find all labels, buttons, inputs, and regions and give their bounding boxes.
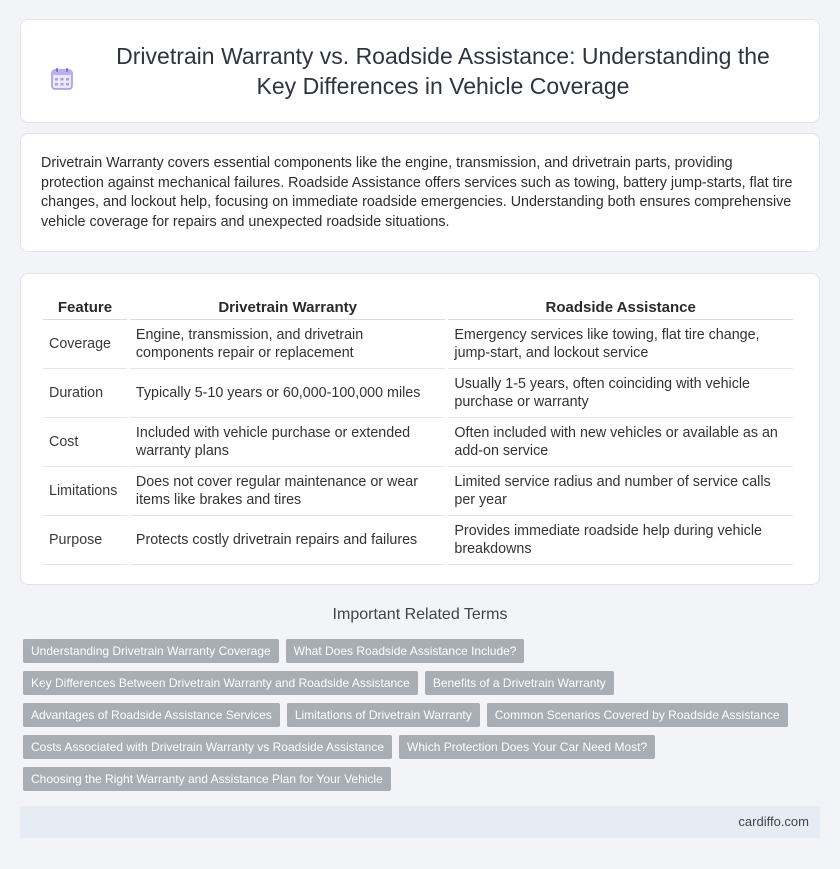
related-term-tag[interactable]: What Does Roadside Assistance Include?	[286, 639, 525, 663]
related-term-tag[interactable]: Which Protection Does Your Car Need Most?	[399, 735, 655, 759]
table-row	[43, 418, 793, 467]
row-drivetrain-value: Protects costly drivetrain repairs and failures	[130, 516, 445, 565]
row-drivetrain-value: Included with vehicle purchase or extended warranty plans	[130, 418, 445, 467]
comparison-card	[20, 273, 820, 585]
row-drivetrain-value: Engine, transmission, and drivetrain components repair or replacement	[130, 320, 445, 369]
calendar-icon	[50, 67, 74, 91]
row-feature: Duration	[43, 369, 127, 418]
tag-row	[23, 703, 813, 727]
row-roadside-value: Emergency services like towing, flat tire change, jump-start, and lockout service	[448, 320, 793, 369]
page-title: Drivetrain Warranty vs. Roadside Assistance: Understanding the Key Differences in Vehicle Coverage	[116, 43, 770, 99]
related-term-tag[interactable]: Choosing the Right Warranty and Assistance Plan for Your Vehicle	[23, 767, 391, 791]
row-drivetrain-value: Typically 5-10 years or 60,000-100,000 miles	[130, 369, 445, 418]
tag-row	[23, 767, 813, 791]
related-term-tag[interactable]: Benefits of a Drivetrain Warranty	[425, 671, 614, 695]
footer	[20, 806, 820, 838]
row-feature: Limitations	[43, 467, 127, 516]
row-drivetrain-value: Does not cover regular maintenance or wear items like brakes and tires	[130, 467, 445, 516]
footer-site-name: cardiffo.com	[738, 814, 809, 829]
related-term-tag[interactable]: Advantages of Roadside Assistance Services	[23, 703, 280, 727]
row-roadside-value: Usually 1-5 years, often coinciding with vehicle purchase or warranty	[448, 369, 793, 418]
related-term-tag[interactable]: Costs Associated with Drivetrain Warranty vs Roadside Assistance	[23, 735, 392, 759]
related-term-tag[interactable]: Limitations of Drivetrain Warranty	[287, 703, 480, 727]
header-drivetrain-warranty: Drivetrain Warranty	[130, 294, 445, 320]
table-row	[43, 320, 793, 369]
intro-paragraph: Drivetrain Warranty covers essential components like the engine, transmission, and drivetrain parts, providing protection against mechanical failures. Roadside Assistance offers services such as towing, battery jump-starts, flat tire changes, and lockout help, focusing on immediate roadside emergencies. Understanding both ensures comprehensive vehicle coverage for repairs and unexpected roadside situations.	[41, 155, 793, 230]
row-roadside-value: Provides immediate roadside help during vehicle breakdowns	[448, 516, 793, 565]
related-term-tag[interactable]: Common Scenarios Covered by Roadside Assistance	[487, 703, 788, 727]
table-row	[43, 467, 793, 516]
tag-row	[23, 639, 813, 663]
header-roadside-assistance: Roadside Assistance	[448, 294, 793, 320]
row-roadside-value: Often included with new vehicles or available as an add-on service	[448, 418, 793, 467]
related-terms-heading: Important Related Terms	[332, 606, 508, 623]
related-terms-list	[23, 639, 813, 799]
related-term-tag[interactable]: Key Differences Between Drivetrain Warranty and Roadside Assistance	[23, 671, 418, 695]
table-row	[43, 369, 793, 418]
tag-row	[23, 735, 813, 759]
row-feature: Cost	[43, 418, 127, 467]
header-feature: Feature	[43, 294, 127, 320]
comparison-table	[40, 294, 796, 565]
row-feature: Coverage	[43, 320, 127, 369]
title-card	[20, 19, 820, 123]
row-roadside-value: Limited service radius and number of service calls per year	[448, 467, 793, 516]
table-header-row	[43, 294, 793, 320]
row-feature: Purpose	[43, 516, 127, 565]
tag-row	[23, 671, 813, 695]
intro-card	[20, 133, 820, 252]
title-wrap	[50, 41, 790, 101]
related-term-tag[interactable]: Understanding Drivetrain Warranty Coverage	[23, 639, 279, 663]
table-row	[43, 516, 793, 565]
